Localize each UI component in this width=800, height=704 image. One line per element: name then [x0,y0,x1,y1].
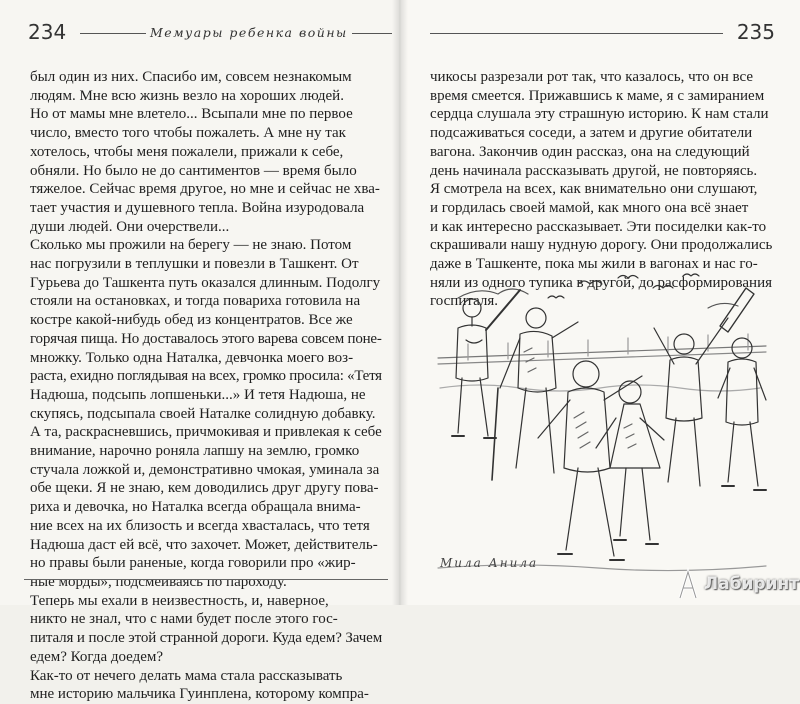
text-line: ние всех на их близость и всегда хвасталась, что тетя [30,517,370,534]
running-title: Мемуары ребенка войны [146,25,352,40]
text-line: сердца слушала эту страшную историю. К нам стали [430,106,769,123]
left-page-text [30,68,382,704]
text-line: стояли на остановках, и тогда повариха готовила на [30,293,361,310]
text-line: подсаживаться соседи, а затем и другие обитатели [430,125,753,142]
text-line: риха и девочка, но Наталка всегда обращала внима- [30,499,361,516]
text-line: хотелось, чтобы меня пожалели, прижали к себе, [30,143,344,160]
text-line: скрашивали нашу нудную дорогу. Они продолжались [430,237,773,254]
book-gutter [392,0,408,605]
illustration-children-playing [428,268,776,580]
header-rule [430,33,723,34]
text-line: Надюша даст ей всё, что захочет. Может, действитель- [30,536,378,553]
watermark [676,566,800,600]
text-line: Как-то от нечего делать мама стала рассказывать [30,667,343,684]
left-page-header [28,20,392,46]
illustration-signature: Мила Анила [440,556,539,570]
text-line: нас погрузили в теплушки и повезли в Ташкент. От [30,256,359,273]
text-line: костре какой-нибудь обед из концентратов. Все же [30,312,353,329]
text-line: Но от мамы мне влетело... Всыпали мне по первое [30,106,353,123]
text-line: мне историю мальчика Гуинплена, которому компра- [30,686,369,703]
text-line: стучала ложкой и, демонстративно чмокая, уминала за [30,461,380,478]
text-line: души людей. Они очерствели... [30,218,230,235]
text-line: и как интересно рассказывает. Эти посиделки как-то [430,218,767,235]
text-line: никто не знал, что с нами будет после этого гос- [30,611,338,628]
text-line: обе щеки. Я не знаю, кем доводились друг другу пова- [30,480,379,497]
text-line: множку. Только одна Наталка, девчонка моего воз- [30,349,354,366]
text-line: госпиталя. [430,293,499,310]
watermark-text: Лабиринт [704,574,800,594]
text-line: Теперь мы ехали в неизвестность, и, наверное, [30,592,329,609]
text-line: горячая пища. Но доставалось этого варева совсем поне- [30,330,382,347]
text-line: Гурьева до Ташкента путь оказался длинным. Подолгу [30,274,381,291]
text-line: А та, раскрасневшись, причмокивая и привлекая к себе [30,424,382,441]
text-line: был один из них. Спасибо им, совсем незнакомым [30,69,352,85]
text-line: Я смотрела на всех, как внимательно они слушают, [430,181,758,198]
text-line: питаля и после этой странной дороги. Куда едем? Зачем [30,630,383,647]
text-line: скупясь, подсыпала своей Наталке солидную добавку. [30,405,376,422]
text-line: число, вместо того чтобы пожалеть. А мне ну так [30,125,346,142]
text-line: даже в Ташкенте, пока мы жили в вагонах и нас го- [430,256,758,273]
text-line: время смеется. Прижавшись к маме, я с замиранием [430,87,765,104]
text-line: тает участия и душевного тепла. Война изуродовала [30,199,365,216]
left-page [0,0,400,703]
text-line: людям. Мне всю жизнь везло на хороших людей. [30,87,344,104]
text-line: ные морды», подсмеиваясь по пароходу. [30,573,287,590]
left-page-number: 234 [28,20,67,44]
text-line: раста, ехидно поглядывая на всех, громко просила: «Тетя [30,368,382,385]
text-line: но правы были раненые, когда говорили про «жир- [30,555,356,572]
right-page-header [430,20,775,46]
text-line: едем? Когда доедем? [30,648,164,665]
text-line: чикосы разрезали рот так, что казалось, что он все [430,69,754,85]
text-line: Надюша, подсыпь лопшеньки...» И тетя Надюша, не [30,386,366,403]
text-line: тяжелое. Сейчас время другое, но мне и сейчас не хва- [30,181,380,198]
text-line: няли из одного тупика в другой, до расформирования [430,274,772,291]
text-line: Сколько мы прожили на берегу — не знаю. Потом [30,237,352,254]
labyrinth-logo-icon [676,566,706,600]
text-line: вагона. Закончив один рассказ, она на следующий [430,143,750,160]
text-line: обняли. Но было не до сантиментов — время было [30,162,357,179]
text-line: внимание, нарочно роняла лапшу на землю, громко [30,443,360,460]
text-line: день начинала рассказывать другой, не повторяясь. [430,162,758,179]
text-line: и гордилась своей мамой, как много она всё знает [430,199,749,216]
left-page-bottom-rule [24,579,388,580]
right-page-number: 235 [736,20,775,44]
